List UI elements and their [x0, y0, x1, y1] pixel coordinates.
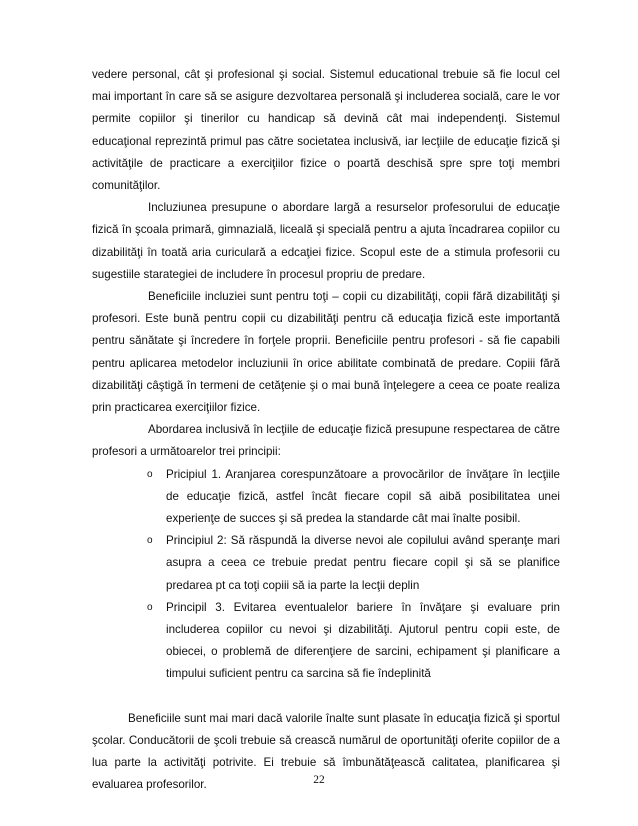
bullet-circle-icon: o — [147, 535, 153, 547]
paragraph-approach: Abordarea inclusivă în lecţiile de educaţie fizică presupune respectarea de către profesori a următoarelor trei principii: — [92, 423, 560, 459]
page-number: 22 — [313, 774, 325, 786]
principle-text: Pricipiul 1. Aranjarea corespunzătoare a provocărilor de învăţare în lecţiile de educaţie fizică, astfel încât fiecare copil să aibă posibilitatea unei experienţe de succes şi să predea la standarde cât mai înalte posibil. — [166, 467, 560, 526]
principle-text: Principil 3. Evitarea eventualelor bariere în învăţare şi evaluare prin includerea copiilor cu nevoi şi dizabilităţi. Ajutorul pentru copii este, de obiecei, o problemă de diferenţiere de sarcini, echipament şi planificare a timpului suficient pentru ca sarcina să fie îndeplinită — [166, 600, 560, 681]
list-item-principle-1 — [147, 464, 560, 531]
document-body — [92, 64, 560, 797]
principles-list — [92, 464, 560, 686]
bullet-circle-icon: o — [147, 468, 153, 480]
paragraph-continuation: vedere personal, cât şi profesional şi social. Sistemul educational trebuie să fie locul cel mai important în care să se asigure dezvoltarea personală şi includerea socială, care le vor permite copiilor şi tinerilor cu handicap să devină cât mai independenţi. Sistemul educaţional reprezintă primul pas către societatea inclusivă, iar lecţiile de educaţie fizică şi activităţile de practicare a exerciţiilor fizice o poartă deschisă spre spre toţi membri comunităţilor. — [92, 68, 560, 193]
principle-text: Principiul 2: Să răspundă la diverse nevoi ale copilului având speranţe mari asupra a ceea ce trebuie predat pentru fiecare copil şi să se planifice predarea pt ca toţi copiii să ia parte la lecţii deplin — [166, 534, 560, 592]
bullet-circle-icon: o — [147, 601, 153, 613]
paragraph-inclusion: Incluziunea presupune o abordare largă a resurselor profesorului de educaţie fizică în şcoala primară, gimnazială, liceală şi specială pentru a ajuta încadrarea copiilor cu dizabilităţi în toată aria curiculară a edcaţiei fizice. Scopul este de a stimula profesorii cu sugestiile starategiei de includere în procesul propriu de predare. — [92, 201, 560, 281]
list-item-principle-3 — [147, 597, 560, 686]
list-item-principle-2 — [147, 530, 560, 597]
paragraph-conclusion: Beneficiile sunt mai mari dacă valorile înalte sunt plasate în educaţia fizică şi sportul şcolar. Conducătorii de şcoli trebuie să crească numărul de oportunităţi oferite copiilor de a lua parte la activităţi potrivite. Ei trebuie să îmbunătăţească calitatea, planificarea şi evaluarea profesorilor. — [92, 711, 560, 792]
paragraph-benefits: Beneficiile incluziei sunt pentru toţi – copii cu dizabilităţi, copii fără dizabilităţi şi profesori. Este bună pentru copii cu dizabilităţi pentru că educaţia fizică este importantă pentru sănătate şi încredere în forţele proprii. Beneficiile pentru profesori - să fie capabili pentru aplicarea metodelor incluziunii în orice abilitate combinată de predare. Copiii fără dizabilităţi câştigă în termeni de cetăţenie şi o mai bună înţelegere a ceea ce poate realiza prin practicarea exerciţiilor fizice. — [92, 290, 560, 415]
paragraph-gap — [92, 686, 560, 708]
